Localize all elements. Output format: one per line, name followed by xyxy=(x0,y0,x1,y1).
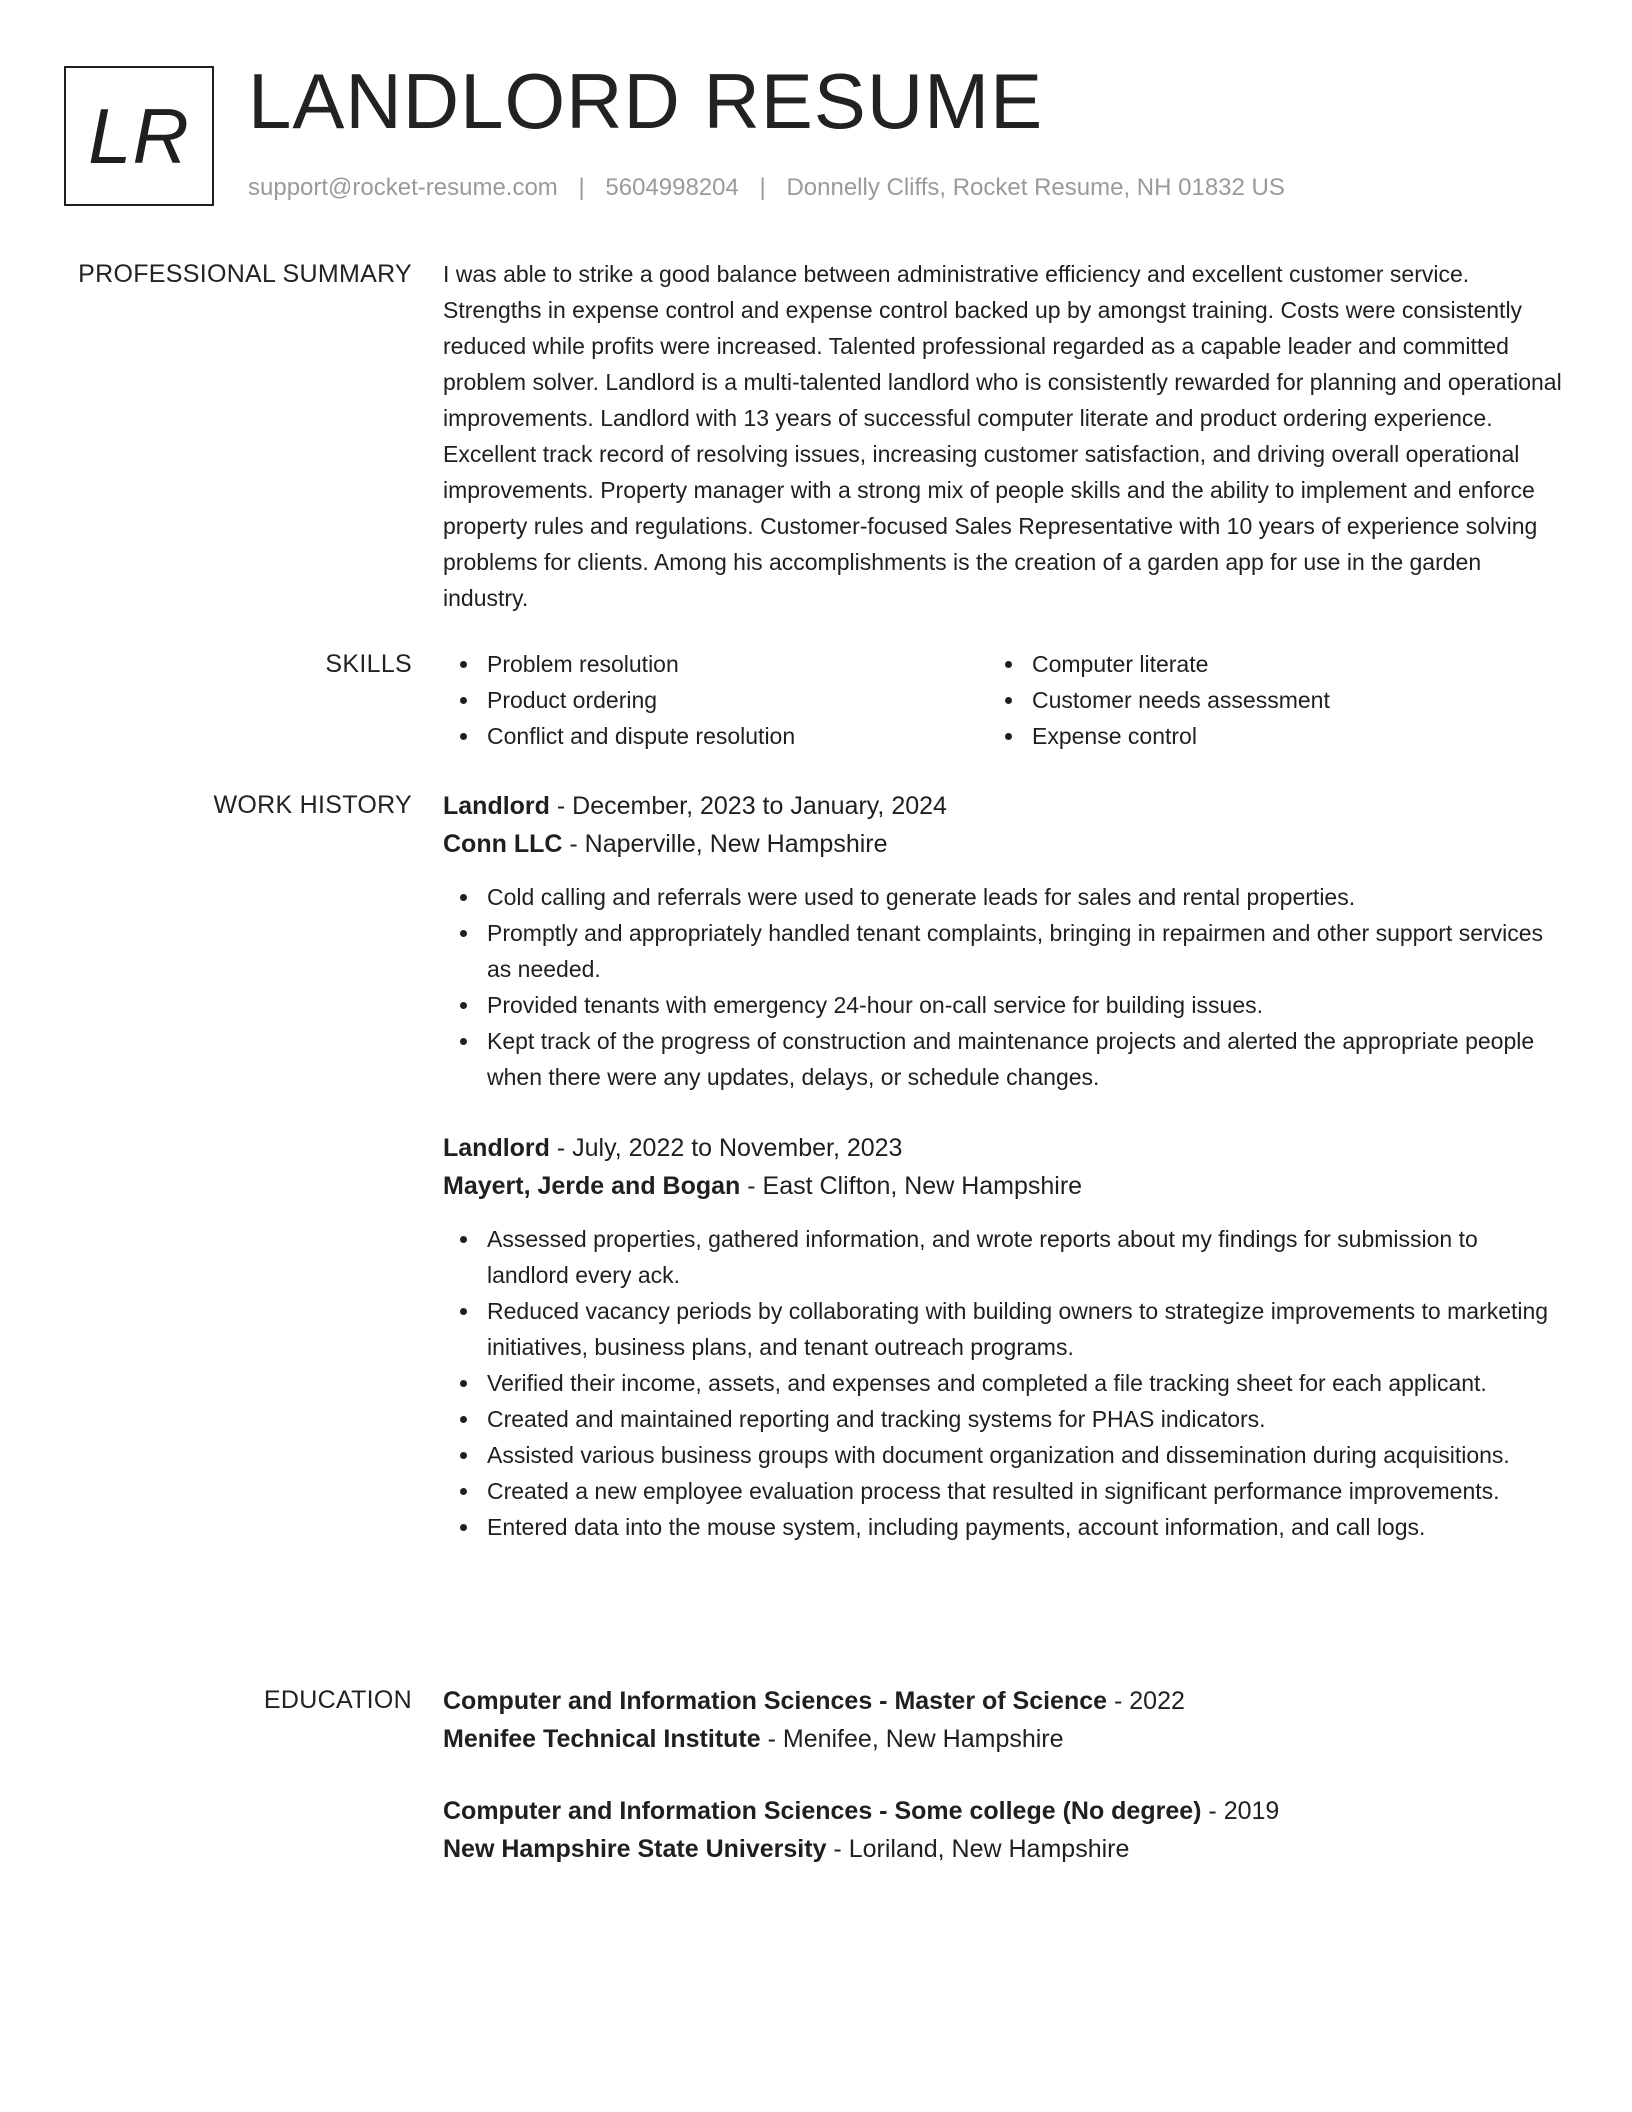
job-bullet: Created and maintained reporting and tracking systems for PHAS indicators. xyxy=(443,1401,1563,1437)
summary-body xyxy=(443,256,1563,616)
job-entry xyxy=(443,787,1563,1095)
section-label-education: EDUCATION xyxy=(263,1686,412,1714)
job-bullet: Created a new employee evaluation process that resulted in significant performance improvements. xyxy=(443,1473,1563,1509)
job-title: Landlord xyxy=(443,1134,550,1162)
job-company-line xyxy=(443,1167,1563,1205)
job-dates: - July, 2022 to November, 2023 xyxy=(549,1134,903,1162)
job-dates: - December, 2023 to January, 2024 xyxy=(549,792,947,820)
job-bullet: Verified their income, assets, and expenses and completed a file tracking sheet for each applicant. xyxy=(443,1365,1563,1401)
education-location: - Loriland, New Hampshire xyxy=(826,1835,1130,1863)
education-degree: Computer and Information Sciences - Some college (No degree) xyxy=(443,1797,1202,1825)
job-bullet: Assessed properties, gathered information, and wrote reports about my findings for submission to landlord every ack. xyxy=(443,1221,1563,1293)
job-title-line xyxy=(443,1129,1563,1167)
education-entry xyxy=(443,1792,1563,1868)
education-school: New Hampshire State University xyxy=(443,1835,827,1863)
job-bullet: Cold calling and referrals were used to generate leads for sales and rental properties. xyxy=(443,879,1563,915)
education-degree: Computer and Information Sciences - Master of Science xyxy=(443,1687,1108,1715)
education-location: - Menifee, New Hampshire xyxy=(760,1725,1064,1753)
education-year: - 2019 xyxy=(1201,1797,1280,1825)
job-title-line xyxy=(443,787,1563,825)
contact-line xyxy=(248,172,1285,204)
job-bullet: Assisted various business groups with document organization and dissemination during acquisitions. xyxy=(443,1437,1563,1473)
contact-separator: | xyxy=(759,174,766,201)
section-label-skills: SKILLS xyxy=(325,650,412,678)
job-company: Conn LLC xyxy=(443,830,563,858)
education-school-line xyxy=(443,1720,1563,1758)
education-degree-line xyxy=(443,1792,1563,1830)
contact-separator: | xyxy=(578,174,585,201)
job-bullets xyxy=(443,879,1563,1095)
skill-item: Customer needs assessment xyxy=(988,682,1533,718)
skill-item: Product ordering xyxy=(443,682,988,718)
job-title: Landlord xyxy=(443,792,550,820)
education-entry xyxy=(443,1682,1563,1758)
job-location: - East Clifton, New Hampshire xyxy=(740,1172,1083,1200)
job-bullet: Kept track of the progress of construction and maintenance projects and alerted the appropriate people when there were any updates, delays, or schedule changes. xyxy=(443,1023,1563,1095)
education-year: - 2022 xyxy=(1107,1687,1185,1715)
job-bullet: Entered data into the mouse system, including payments, account information, and call logs. xyxy=(443,1509,1563,1545)
job-company: Mayert, Jerde and Bogan xyxy=(443,1172,741,1200)
skill-item: Expense control xyxy=(988,718,1533,754)
work-body xyxy=(443,787,1563,1579)
skill-item: Problem resolution xyxy=(443,646,988,682)
contact-phone[interactable]: 5604998204 xyxy=(605,174,739,201)
education-school: Menifee Technical Institute xyxy=(443,1725,761,1753)
job-bullet: Provided tenants with emergency 24-hour on-call service for building issues. xyxy=(443,987,1563,1023)
skill-item: Conflict and dispute resolution xyxy=(443,718,988,754)
section-label-summary: PROFESSIONAL SUMMARY xyxy=(78,260,412,288)
page-title: LANDLORD RESUME xyxy=(248,57,1044,145)
education-body xyxy=(443,1682,1563,1902)
summary-text: I was able to strike a good balance between administrative efficiency and excellent customer service. Strengths in expense control and expense control backed up by amongst training. Costs were consistently reduced while profits were increased. Talented professional regarded as a capable leader and committed problem solver. Landlord is a multi-talented landlord who is consistently rewarded for planning and operational improvements. Landlord with 13 years of successful computer literate and product ordering experience. Excellent track record of resolving issues, increasing customer satisfaction, and driving overall operational improvements. Property manager with a strong mix of people skills and the ability to implement and enforce property rules and regulations. Customer-focused Sales Representative with 10 years of experience solving problems for clients. Among his accomplishments is the creation of a garden app for use in the garden industry. xyxy=(443,261,1562,611)
monogram: LR xyxy=(64,66,214,206)
job-company-line xyxy=(443,825,1563,863)
education-degree-line xyxy=(443,1682,1563,1720)
skills-body xyxy=(443,646,1563,754)
skill-item: Computer literate xyxy=(988,646,1533,682)
job-bullet: Reduced vacancy periods by collaborating with building owners to strategize improvements to marketing initiatives, business plans, and tenant outreach programs. xyxy=(443,1293,1563,1365)
section-label-work: WORK HISTORY xyxy=(213,791,412,819)
job-bullet: Promptly and appropriately handled tenant complaints, bringing in repairmen and other support services as needed. xyxy=(443,915,1563,987)
contact-email[interactable]: support@rocket-resume.com xyxy=(248,174,558,201)
skills-column-right xyxy=(988,646,1533,754)
contact-address: Donnelly Cliffs, Rocket Resume, NH 01832 US xyxy=(786,174,1285,201)
skills-column-left xyxy=(443,646,988,754)
job-bullets xyxy=(443,1221,1563,1545)
education-school-line xyxy=(443,1830,1563,1868)
job-entry xyxy=(443,1129,1563,1545)
job-location: - Naperville, New Hampshire xyxy=(562,830,888,858)
